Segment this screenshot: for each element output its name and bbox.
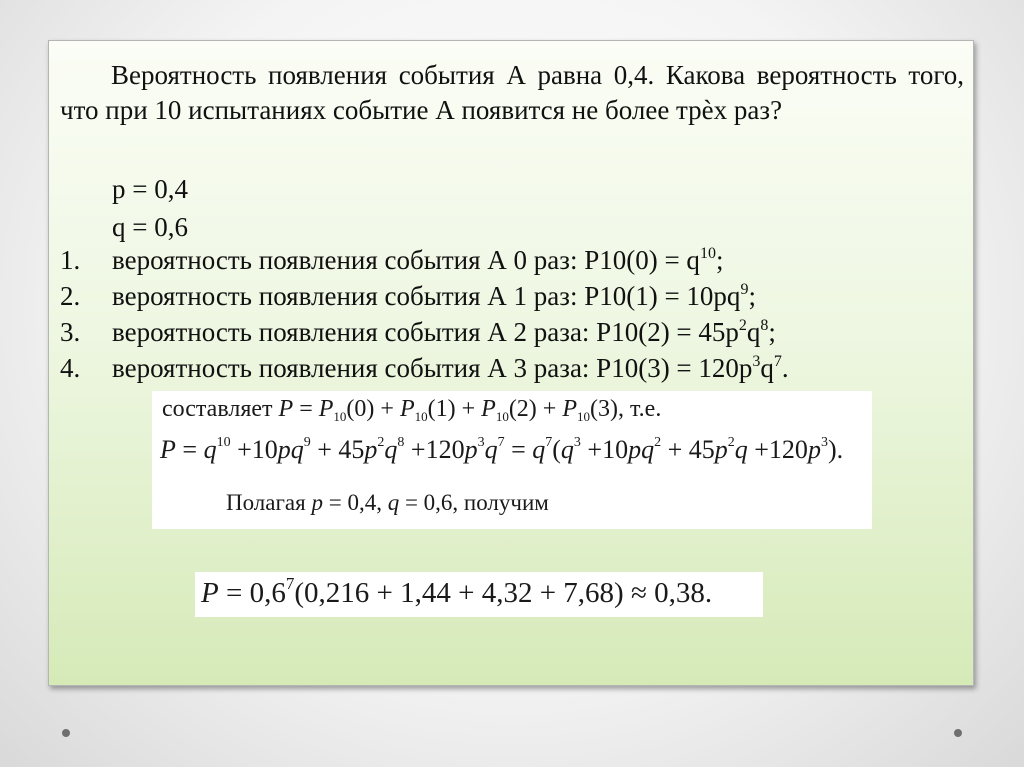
step-number: 2. [60,281,81,311]
solution-steps [60,242,960,386]
list-item [60,314,960,350]
given-p: p = 0,4 [112,174,188,204]
formula-sum-definition: составляет $P = P_{10}(0) + P_{10}(1) + P_{10}(2) + P_{10}(3)$, т.е. [162,396,662,424]
step-number: 4. [60,353,81,383]
nav-dot-left [62,729,70,737]
list-item [60,242,960,278]
formula-image [152,391,872,529]
step-number: 1. [60,245,81,275]
formula-substitution-text: Полагая p = 0,4, q = 0,6, получим [226,490,549,515]
step-text: вероятность появления события А 1 раз: $Р10(1) = 10pq^9$; [112,281,756,311]
nav-dot-right [954,729,962,737]
step-text: вероятность появления события А 2 раза: $Р10(2) = 45p^2q^8$; [112,317,776,347]
formula-expansion: $P = q^{10} +10pq^9 + 45p^2q^8 +120p^3q^7 = q^7(q^3 +10pq^2 + 45p^2q +120p^3)$. [160,435,844,464]
list-item [60,350,960,386]
given-q: q = 0,6 [112,212,188,242]
problem-question: Вероятность появления события А равна 0,4. Какова вероятность того, что при 10 испытаниях событие А появится не более трѐх раз? [60,60,964,125]
list-item [60,278,960,314]
step-text: вероятность появления события А 0 раз: $Р10(0) = q^{10}$; [112,245,724,275]
result-formula [195,572,763,617]
step-number: 3. [60,317,81,347]
step-text: вероятность появления события А 3 раза: $Р10(3) = 120p^3q^7$. [112,353,789,383]
result-expression: $P = 0,6^7(0,216 + 1,44 + 4,32 + 7,68) \approx 0,38$. [201,574,713,609]
